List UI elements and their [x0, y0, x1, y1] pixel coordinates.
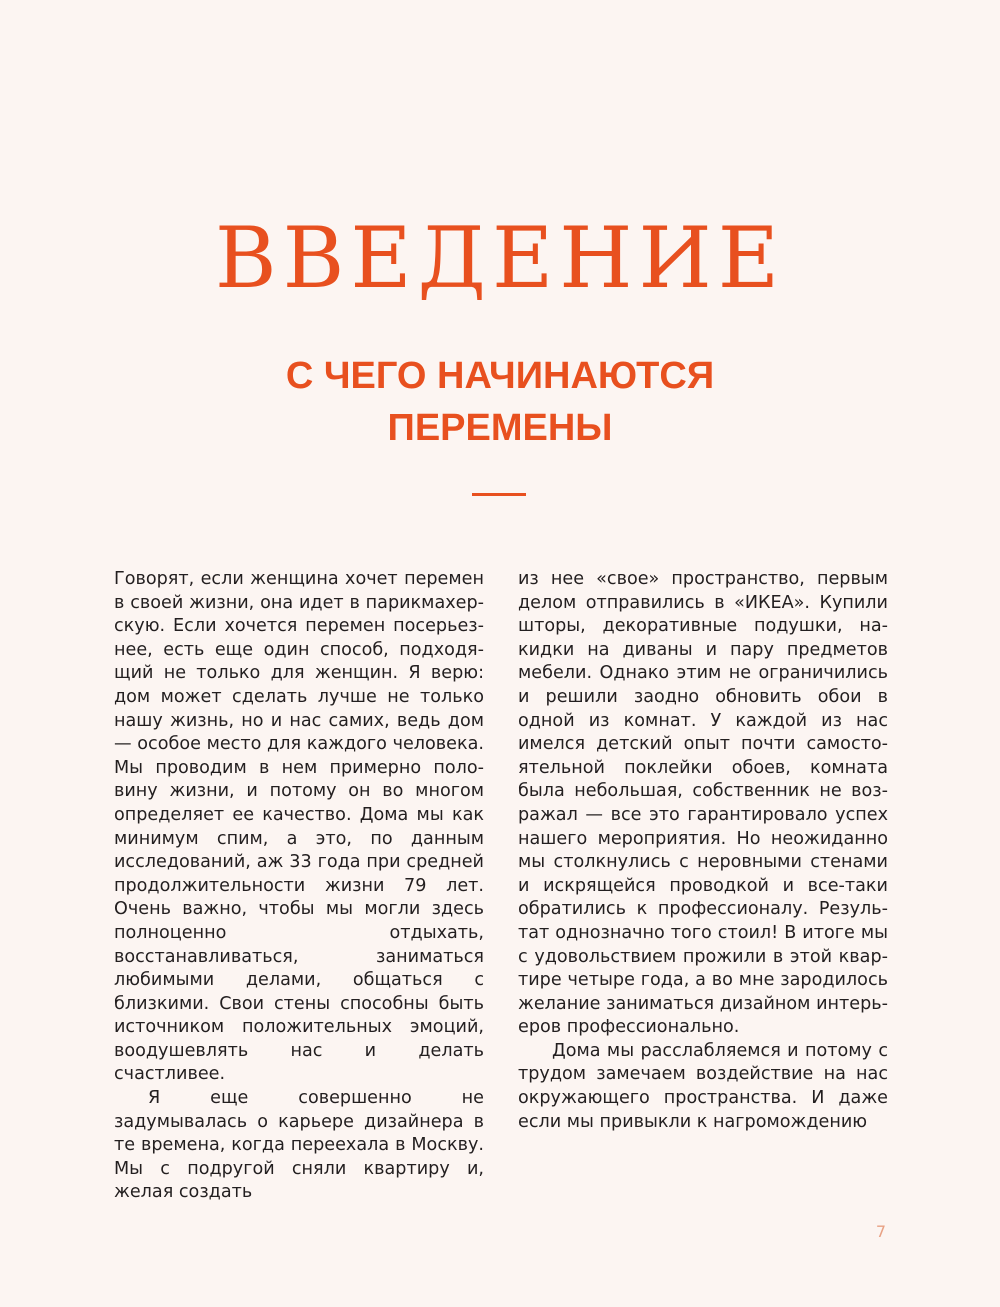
paragraph: Говорят, если женщина хочет перемен в своей жизни, она идет в парикмахерскую. Если хочется перемен посерьезнее, есть еще один способ, подходящий не только для женщин. Я верю: дом может сделать лучше не только нашу жизнь, но и нас самих, ведь дом — особое место для каждого человека. Мы проводим в нем примерно половину жизни, и потому он во многом определяет ее качество. Дома мы как минимум спим, а это, по данным исследований, аж 33 года при средней продолжительности жизни 79 лет. Очень важно, чтобы мы могли здесь полноценно отдыхать, восстанавливаться, заниматься любимыми делами, общаться с близкими. Свои стены способны быть источником положительных эмоций, воодушевлять нас и делать счастливее.: [114, 569, 484, 1085]
paragraph: из нее «свое» пространство, первым делом отправились в «ИКЕА». Купили шторы, декоративные подушки, накидки на диваны и пару предметов мебели. Однако этим не ограничились и решили заодно обновить обои в одной из комнат. У каждой из нас имелся детский опыт почти самостоятельной поклейки обоев, комната была небольшая, собственник не возражал — все это гарантировало успех нашего мероприятия. Но неожиданно мы столкнулись с неровными стенами и искрящейся проводкой и все-таки обратились к профессионалу. Результат однозначно того стоил! В итоге мы с удовольствием прожили в этой квартире четыре года, а во мне зародилось желание заниматься дизайном интерьеров профессионально.: [518, 569, 888, 1038]
chapter-subtitle: [0, 350, 1000, 454]
subtitle-line-1: С ЧЕГО НАЧИНАЮТСЯ: [285, 355, 715, 397]
title-divider: [472, 493, 526, 496]
page-number: 7: [875, 1222, 887, 1241]
text-column-right: [518, 568, 888, 1134]
paragraph: Я еще совершенно не задумывалась о карьере дизайнера в те времена, когда переехала в Москву. Мы с подругой сняли квартиру и, желая создать: [114, 1088, 484, 1203]
paragraph: Дома мы расслабляемся и потому с трудом замечаем воздействие на нас окружающего пространства. И даже если мы привыкли к нагромождению: [518, 1040, 888, 1132]
text-column-left: [114, 568, 484, 1205]
subtitle-line-2: ПЕРЕМЕНЫ: [387, 407, 613, 449]
chapter-title: ВВЕДЕНИЕ: [214, 209, 786, 307]
